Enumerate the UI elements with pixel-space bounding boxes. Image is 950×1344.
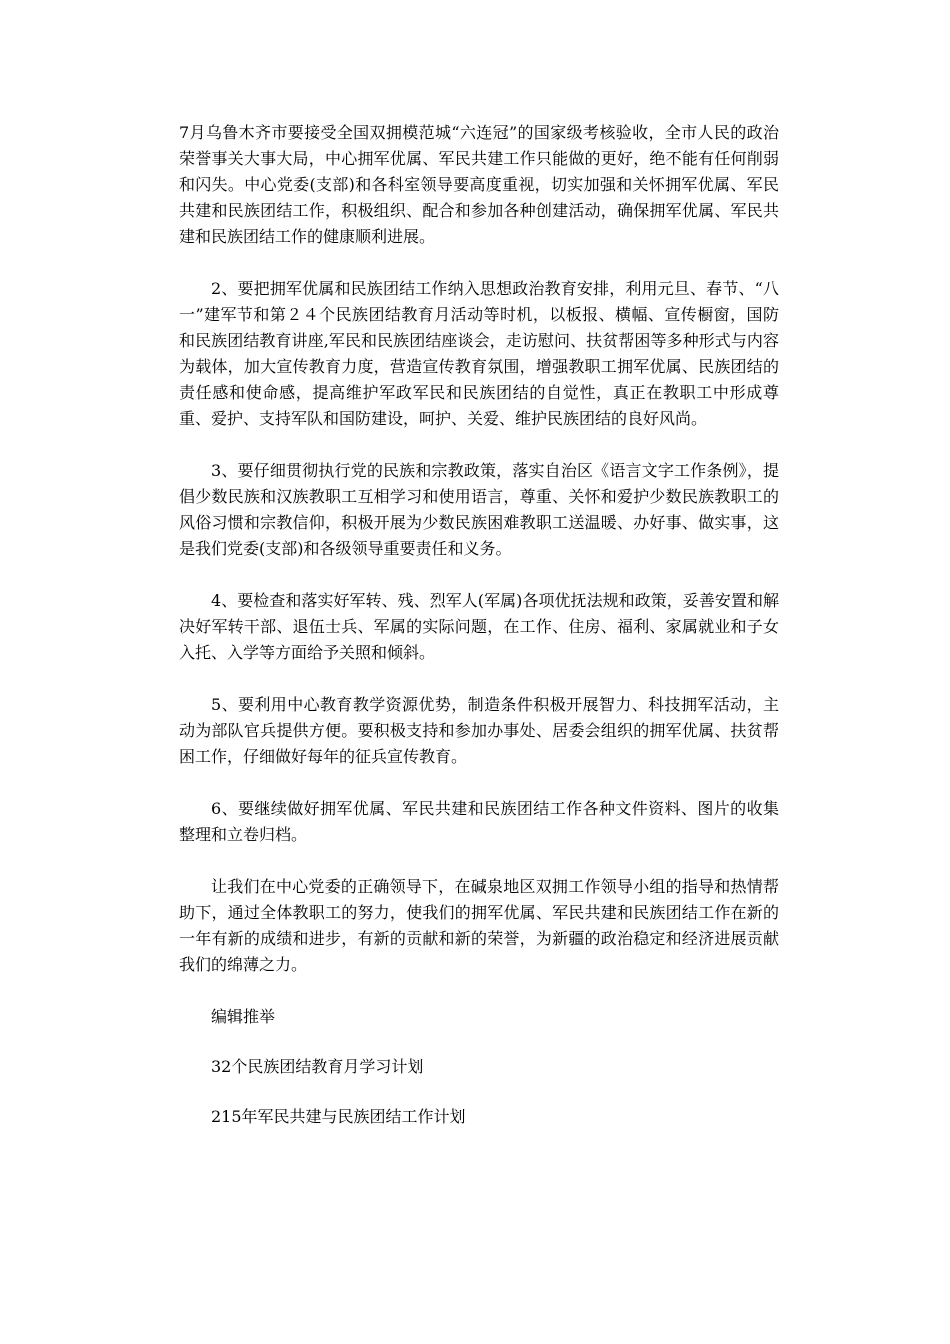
paragraph-item-6: 6、要继续做好拥军优属、军民共建和民族团结工作各种文件资料、图片的收集整理和立卷归档。 [179, 799, 779, 844]
paragraph-intro: 7月乌鲁木齐市要接受全国双拥模范城“六连冠”的国家级考核验收，全市人民的政治荣誉事关大事大局，中心拥军优属、军民共建工作只能做的更好，绝不能有任何削弱和闪失。中心党委(支部)和各科室领导要高度重视，切实加强和关怀拥军优属、军民共建和民族团结工作，积极组织、配合和参加各种创建活动，确保拥军优属、军民共建和民族团结工作的健康顺利进展。 [179, 123, 779, 246]
recommend-link-1[interactable]: 32个民族团结教育月学习计划 [211, 1057, 424, 1076]
paragraph-item-4: 4、要检查和落实好军转、残、烈军人(军属)各项优抚法规和政策，妥善安置和解决好军转干部、退伍士兵、军属的实际问题，在工作、住房、福利、家属就业和子女入托、入学等方面给予关照和倾斜。 [179, 591, 779, 662]
paragraph-item-2: 2、要把拥军优属和民族团结工作纳入思想政治教育安排，利用元旦、春节、“八一”建军节和第２４个民族团结教育月活动等时机，以板报、横幅、宣传橱窗，国防和民族团结教育讲座,军民和民族团结座谈会，走访慰问、扶贫帮困等多种形式与内容为载体，加大宣传教育力度，营造宣传教育氛围，增强教职工拥军优属、民族团结的责任感和使命感，提高维护军政军民和民族团结的自觉性，真正在教职工中形成尊重、爱护、支持军队和国防建设，呵护、关爱、维护民族团结的良好风尚。 [179, 279, 779, 428]
recommend-heading: 编辑推举 [211, 1007, 276, 1026]
paragraph-item-3: 3、要仔细贯彻执行党的民族和宗教政策，落实自治区《语言文字工作条例》，提倡少数民族和汉族教职工互相学习和使用语言，尊重、关怀和爱护少数民族教职工的风俗习惯和宗教信仰，积极开展为少数民族困难教职工送温暖、办好事、做实事，这是我们党委(支部)和各级领导重要责任和义务。 [179, 461, 779, 558]
paragraph-item-5: 5、要利用中心教育教学资源优势，制造条件积极开展智力、科技拥军活动，主动为部队官兵提供方便。要积极支持和参加办事处、居委会组织的拥军优属、扶贫帮困工作，仔细做好每年的征兵宣传教育。 [179, 695, 779, 766]
recommend-link-2[interactable]: 215年军民共建与民族团结工作计划 [211, 1107, 466, 1126]
paragraph-conclusion: 让我们在中心党委的正确领导下，在碱泉地区双拥工作领导小组的指导和热情帮助下，通过全体教职工的努力，使我们的拥军优属、军民共建和民族团结工作在新的一年有新的成绩和进步，有新的贡献和新的荣誉，为新疆的政治稳定和经济进展贡献我们的绵薄之力。 [179, 877, 779, 974]
document-body [179, 120, 779, 1154]
